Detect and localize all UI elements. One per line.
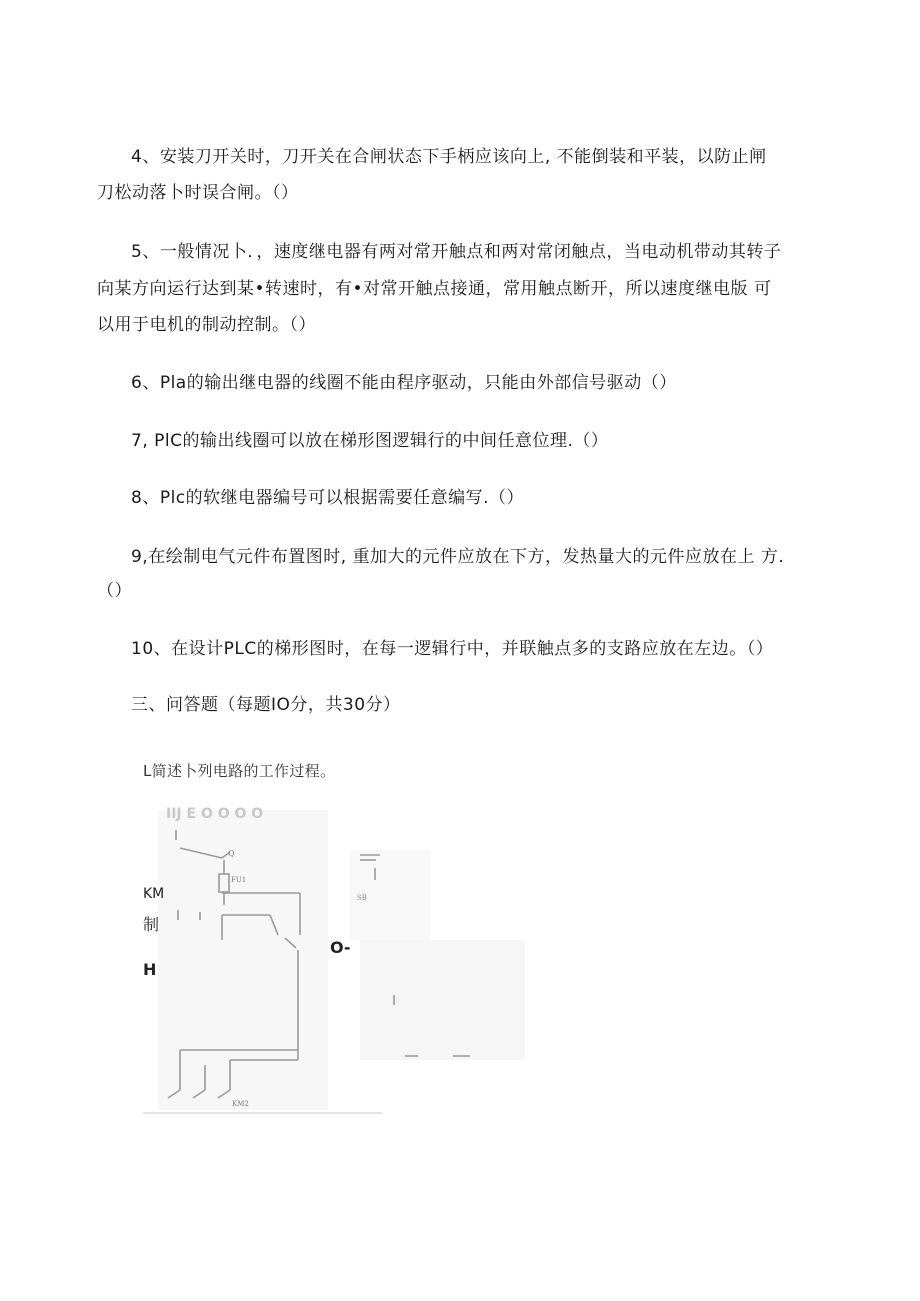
question-6-line-1: 6、Pla的输出继电器的线圈不能由程序驱动，只能由外部信号驱动（）	[131, 373, 677, 393]
fragment-h: H	[143, 960, 157, 979]
label-top-fragment: IIJ E O O O O	[166, 806, 264, 822]
question-4-line-1: 4、安装刀开关时，刀开关在合闸状态下手柄应该向上, 不能倒装和平装，以防止闸	[131, 147, 767, 167]
label-q: Q	[228, 849, 235, 858]
section-3-question-1: L简述卜列电路的工作过程。	[143, 762, 336, 780]
fragment-km: KM	[143, 886, 165, 902]
fragment-o: O-	[330, 938, 351, 957]
question-7-line-1: 7, PlC的输出线圈可以放在梯形图逻辑行的中间任意位理.（）	[131, 431, 609, 451]
question-5-line-1: 5、一般情况卜．，速度继电器有两对常开触点和两对常闭触点，当电动机带动其转子	[131, 242, 782, 262]
label-fu1: FU1	[231, 876, 247, 884]
diagram-panel-right	[360, 940, 525, 1060]
question-9-line-2: （）	[97, 581, 132, 601]
question-8-line-1: 8、Plc的软继电器编号可以根据需要任意编写.（）	[131, 488, 525, 508]
fragment-zhi: 制	[143, 915, 160, 934]
question-10-line-1: 10、在设计PLC的梯形图时，在每一逻辑行中，并联触点多的支路应放在左边。（）	[131, 639, 774, 659]
label-km2: KM2	[232, 1100, 249, 1108]
question-5-line-2: 向某方向运行达到某•转速时，有•对常开触点接通，常用触点断开，所以速度继电版 可	[97, 279, 772, 299]
question-9-line-1: 9,在绘制电气元件布置图时, 重加大的元件应放在下方，发热量大的元件应放在上 方.	[131, 547, 785, 567]
section-3-heading: 三、问答题（每题IO分，共30分）	[131, 695, 401, 715]
label-sb: SB	[357, 894, 367, 902]
question-4-line-2: 刀松动落卜时误合闸。（）	[97, 183, 299, 203]
diagram-panel-main	[158, 810, 328, 1110]
question-5-line-3: 以用于电机的制动控制。（）	[97, 315, 316, 335]
